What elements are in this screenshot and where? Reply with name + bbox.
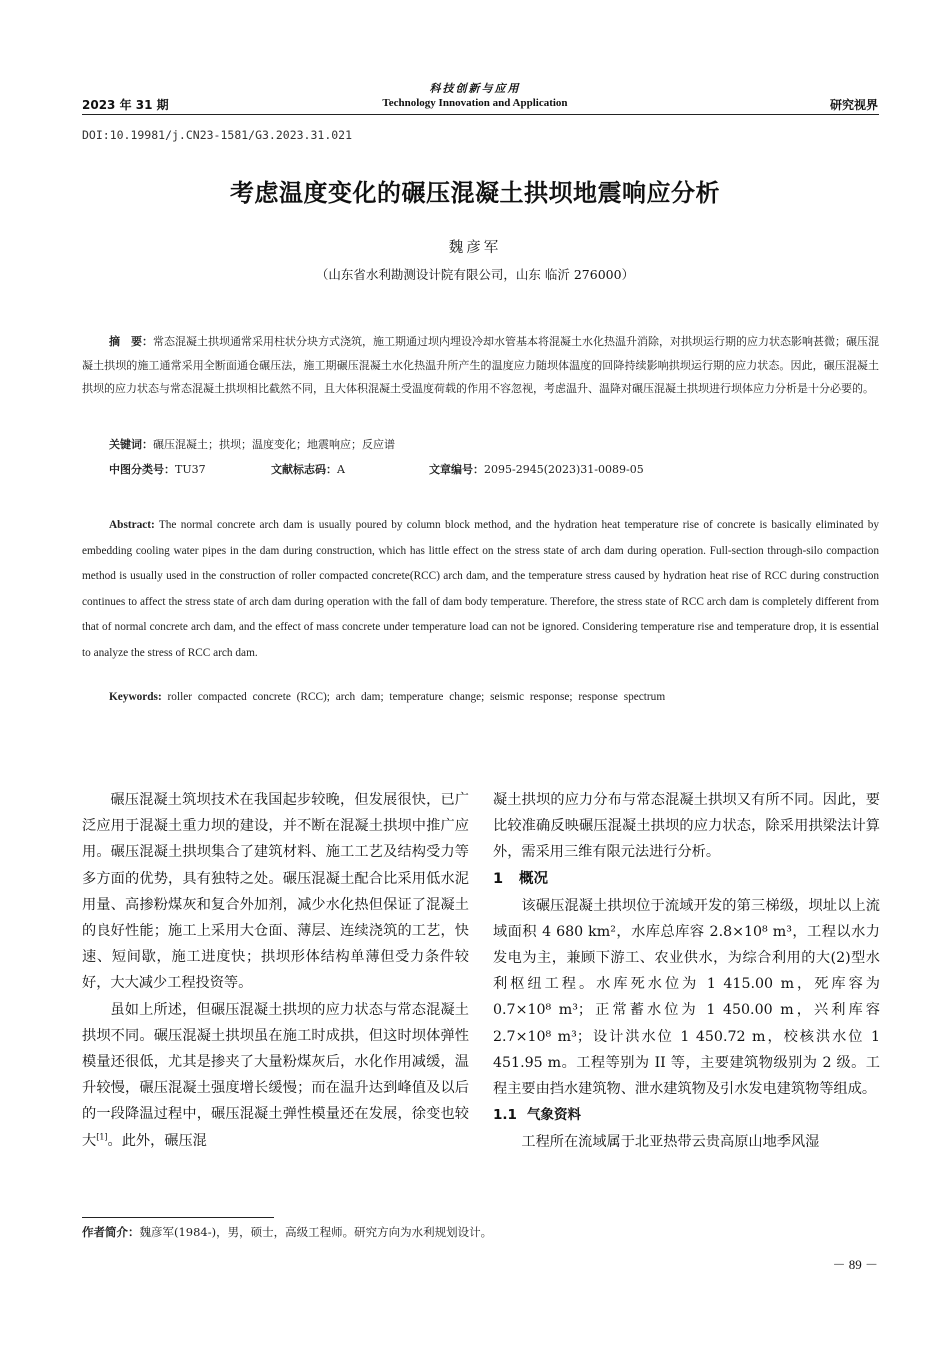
issue-label: 2023 年 31 期 <box>82 98 169 112</box>
body-column-left <box>82 787 469 1154</box>
citation[interactable]: [1] <box>96 1131 108 1141</box>
section-number: 1 <box>493 870 504 887</box>
keywords-cn <box>109 436 395 452</box>
abstract-en <box>82 513 879 667</box>
section-label: 研究视界 <box>829 98 878 112</box>
journal-name-en: Technology Innovation and Application <box>382 97 568 109</box>
author-footnote <box>82 1224 492 1240</box>
header-divider <box>82 114 879 115</box>
paragraph: 碾压混凝土筑坝技术在我国起步较晚，但发展很快，已广泛应用于混凝土重力坝的建设，并不断在混凝土拱坝中推广应用。碾压混凝土拱坝集合了建筑材料、施工工艺及结构受力等多方面的优势，具有独特之处。碾压混凝土配合比采用低水泥用量、高掺粉煤灰和复合外加剂，减少水化热但保证了混凝土的良好性能；施工上采用大仓面、薄层、连续浇筑的工艺，快速、短间歇，施工进度快；拱坝形体结构单薄但受力条件较好，大大减少工程投资等。 <box>82 792 469 992</box>
footnote-text: 魏彦军(1984-)，男，硕士，高级工程师。研究方向为水利规划设计。 <box>139 1225 493 1239</box>
keywords-en-label: Keywords: <box>109 691 162 703</box>
doc-code-value: A <box>337 463 345 476</box>
paragraph <box>82 997 469 1154</box>
keywords-en <box>109 691 665 703</box>
abstract-en-label: Abstract: <box>109 519 155 531</box>
clc-label: 中图分类号： <box>109 463 175 476</box>
journal-name-cn: 科技创新与应用 <box>429 82 521 95</box>
subsection-heading <box>493 1102 880 1129</box>
paragraph-text: 。此外，碾压混 <box>107 1132 207 1149</box>
document-code <box>271 461 345 477</box>
paragraph: 该碾压混凝土拱坝位于流域开发的第三梯级，坝址以上流域面积 4 680 km²，水库总库容 2.8×10⁸ m³，工程以水力发电为主，兼顾下游工、农业供水，为综合利用的大(2)型水利枢纽工程。水库死水位为 1 415.00 m，死库容为 0.7×10⁸ m³；正常蓄水位为 1 450.00 m，兴利库容2.7×10⁸ m³；设计洪水位 1 450.72 m，校核洪水位 1 451.95 m。工程等别为 II 等，主要建筑物级别为 2 级。工程主要由挡水建筑物、泄水建筑物及引水发电建筑物等组成。 <box>493 897 880 1098</box>
abstract-en-text: The normal concrete arch dam is usually poured by column block method, and the hydration heat temperature rise of concrete is basically eliminated by embedding cooling water pipes in the dam during construction, which has little effect on the stress state of arch dam during operation. Full-section through-silo compaction method is usually used in the construction of roller compacted concrete(RCC) arch dam, and the temperature stress caused by hydration heat rise of RCC during construction continues to affect the stress state of arch dam during operation with the fall of dam body temperature. Therefore, the stress state of RCC arch dam is completely different from that of normal concrete arch dam, and the effect of mass concrete under temperature load can not be ignored. Considering temperature rise and temperature drop, it is essential to analyze the stress of RCC arch dam. <box>82 519 879 659</box>
keywords-cn-label: 关键词： <box>109 438 153 451</box>
page-number: － 89 － <box>832 1257 878 1272</box>
body-column-right <box>493 787 880 1155</box>
article-number-value: 2095-2945(2023)31-0089-05 <box>484 463 644 476</box>
affiliation: （山东省水利勘测设计院有限公司，山东 临沂 276000） <box>315 267 635 282</box>
doc-code-label: 文献标志码： <box>271 463 337 476</box>
subsection-title: 气象资料 <box>527 1107 581 1124</box>
abstract-cn <box>82 330 879 401</box>
section-heading <box>493 866 880 893</box>
clc-value: TU37 <box>175 463 206 476</box>
footnote-divider <box>82 1217 274 1218</box>
clc-number <box>109 461 206 477</box>
keywords-cn-text: 碾压混凝土；拱坝；温度变化；地震响应；反应谱 <box>153 438 395 451</box>
paragraph: 凝土拱坝的应力分布与常态混凝土拱坝又有所不同。因此，要比较准确反映碾压混凝土拱坝的应力状态，除采用拱梁法计算外，需采用三维有限元法进行分析。 <box>493 792 880 861</box>
author: 魏彦军 <box>448 240 502 256</box>
footnote-label: 作者简介： <box>82 1225 140 1239</box>
abstract-cn-text: 常态混凝土拱坝通常采用柱状分块方式浇筑，施工期通过坝内埋设冷却水管基本将混凝土水化热温升消除，对拱坝运行期的应力状态影响甚微；碾压混凝土拱坝的施工通常采用全断面通仓碾压法，施工期碾压混凝土水化热温升所产生的温度应力随坝体温度的回降持续影响拱坝运行期的应力状态。因此，碾压混凝土拱坝的应力状态与常态混凝土拱坝相比截然不同，且大体积混凝土受温度荷载的作用不容忽视，考虑温升、温降对碾压混凝土拱坝进行坝体应力分析是十分必要的。 <box>82 335 879 395</box>
article-title: 考虑温度变化的碾压混凝土拱坝地震响应分析 <box>230 179 720 207</box>
abstract-cn-label: 摘 要： <box>109 335 153 348</box>
article-number-label: 文章编号： <box>429 463 484 476</box>
keywords-en-text: roller compacted concrete (RCC); arch dam; temperature change; seismic response; response spectrum <box>167 691 666 703</box>
paragraph-text: 虽如上所述，但碾压混凝土拱坝的应力状态与常态混凝土拱坝不同。碾压混凝土拱坝虽在施工时成拱，但这时坝体弹性模量还很低，尤其是掺夹了大量粉煤灰后，水化作用减缓，温升较慢，碾压混凝土强度增长缓慢；而在温升达到峰值及以后的一段降温过程中，碾压混凝土弹性模量还在发展，徐变也较大 <box>82 1001 469 1149</box>
article-number <box>429 461 644 477</box>
subsection-number: 1.1 <box>493 1107 517 1124</box>
section-title: 概况 <box>519 870 548 887</box>
paragraph: 工程所在流域属于北亚热带云贵高原山地季风湿 <box>521 1134 820 1151</box>
doi: DOI:10.19981/j.CN23-1581/G3.2023.31.021 <box>82 128 353 142</box>
